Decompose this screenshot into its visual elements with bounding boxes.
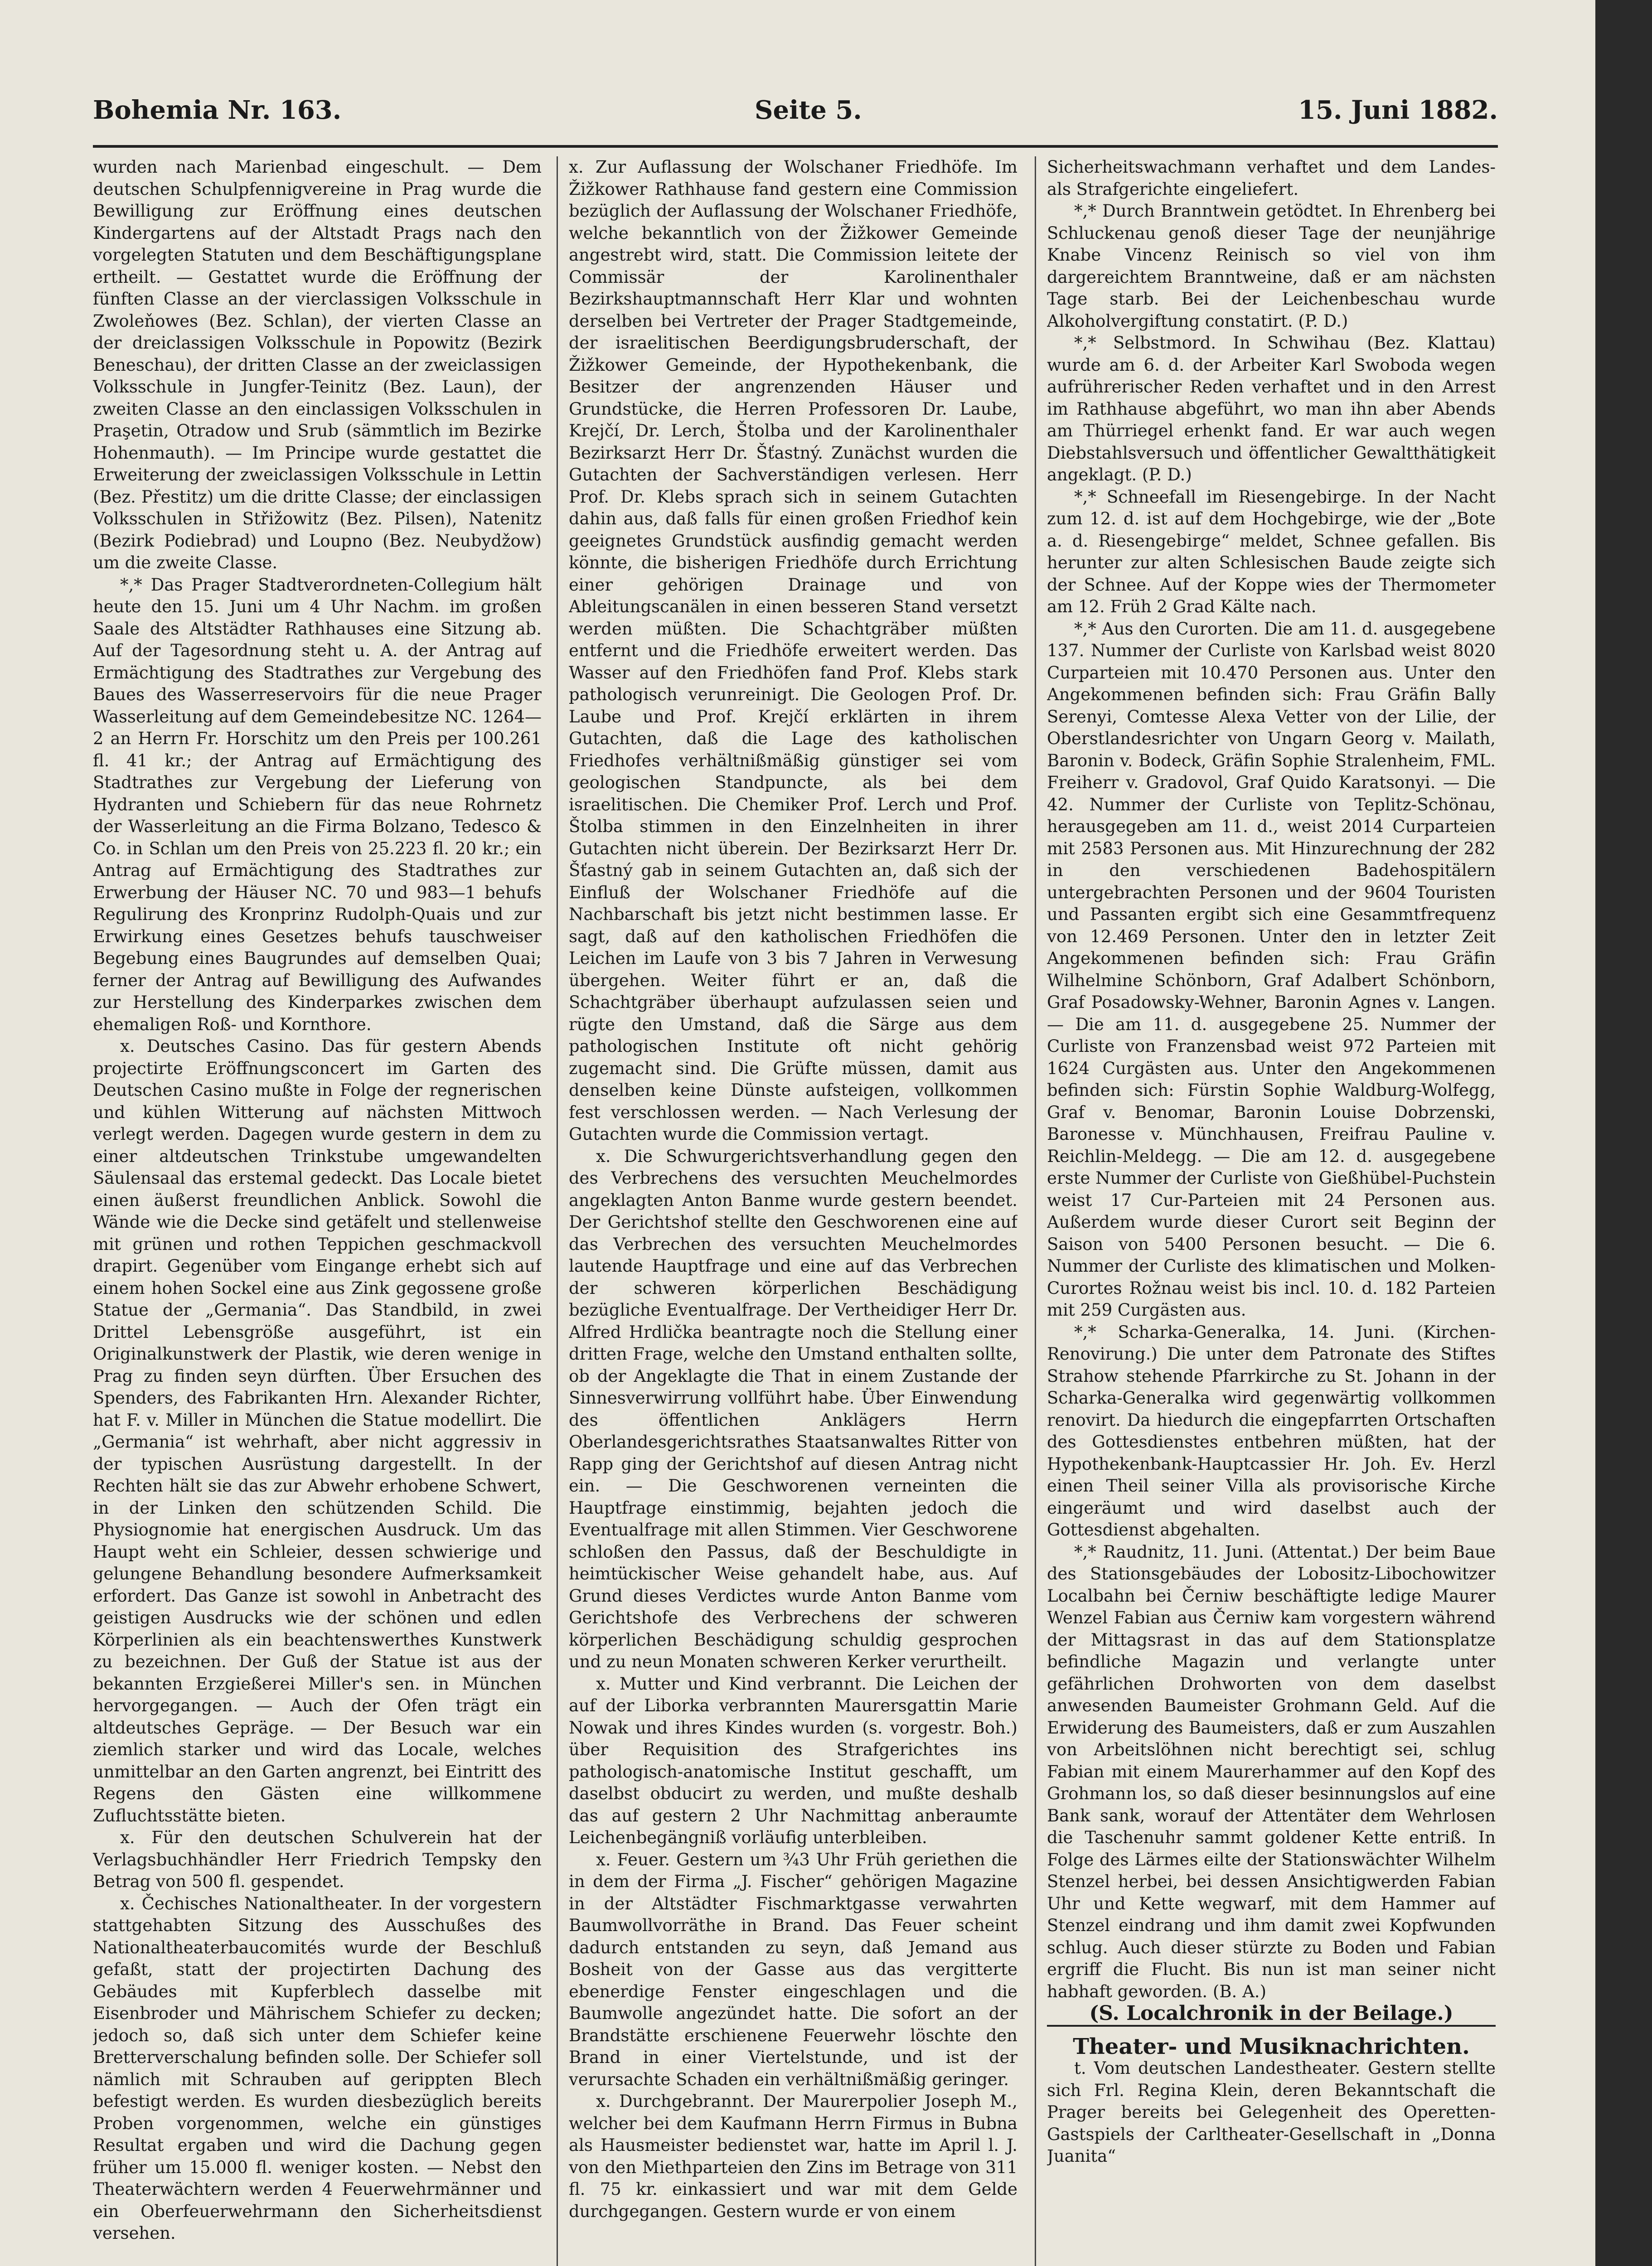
local-chronicle-reference: (S. Localchronik in der Beilage.) — [1089, 2002, 1453, 2025]
header-date: 15. Juni 1882. — [1298, 95, 1498, 125]
column-3 — [1047, 156, 1496, 2266]
section-title: Theater- und Musiknachrichten. — [1047, 2025, 1496, 2058]
article-paragraph: *,* Durch Branntwein getödtet. In Ehrenberg bei Schluckenau genoß dieser Tage der neunjährige Knabe Vincenz Reinisch so viel von ihm dargereichtem Branntweine, daß er am nächsten Tage starb. Bei der Leichenbeschau wurde Alkoholvergiftung constatirt. (P. D.) — [1047, 201, 1496, 331]
article-paragraph: *,* Raudnitz, 11. Juni. (Attentat.) Der beim Baue des Stationsgebäudes der Lobositz-Libochowitzer Localbahn bei Černiw beschäftigte ledige Maurer Wenzel Fabian aus Černiw kam vorgestern während der Mittagsrast in das auf dem Stationsplatze befindliche Magazin und verlangte unter gefährlichen Drohworten von dem daselbst anwesenden Baumeister Grohmann Geld. Auf die Erwiderung des Baumeisters, daß er zum Auszahlen von Arbeitslöhnen nicht berechtigt sei, schlug Fabian mit einem Maurerhammer auf den Kopf des Grohmann los, so daß dieser besinnungslos auf eine Bank sank, worauf der Attentäter dem Wehrlosen die Taschenuhr sammt goldener Kette entriß. In Folge des Lärmes eilte der Stationswächter Wilhelm Stenzel herbei, bei dessen Ansichtigwerden Fabian Uhr und Kette wegwarf, mit dem Hammer auf Stenzel eindrang und ihm damit zwei Kopfwunden schlug. Auch dieser stürzte zu Boden und Fabian ergriff die Flucht. Bis nun ist man seiner nicht habhaft geworden. (B. A.) — [1047, 1542, 1496, 2001]
header-rule — [93, 145, 1498, 148]
column-1 — [93, 156, 542, 2266]
page-header — [93, 95, 1498, 136]
scan-edge — [1595, 0, 1652, 2266]
header-issue: Bohemia Nr. 163. — [93, 95, 342, 125]
column-divider — [1035, 156, 1036, 2266]
article-paragraph: t. Vom deutschen Landestheater. Gestern stellte sich Frl. Regina Klein, deren Bekanntschaft die Prager bereits bei Gelegenheit des Operetten-Gastspiels der Carltheater-Gesellschaft in „Donna Juanita“ — [1047, 2058, 1496, 2166]
article-paragraph: *,* Aus den Curorten. Die am 11. d. ausgegebene 137. Nummer der Curliste von Karlsbad weist 8020 Curparteien mit 10.470 Personen aus. Unter den Angekommenen befinden sich: Frau Gräfin Bally Serenyi, Comtesse Alexa Vetter von der Lilie, der Oberstlandesrichter von Ungarn Georg v. Mailath, Baronin v. Bodeck, Gräfin Sophie Stralenheim, FML. Freiherr v. Gradovol, Graf Quido Karatsonyi. — Die 42. Nummer der Curliste von Teplitz-Schönau, herausgegeben am 11. d., weist 2014 Curparteien mit 2583 Personen aus. Mit Hinzurechnung der 282 in den verschiedenen Badehospitälern untergebrachten Personen und der 9604 Touristen und Passanten ergibt sich eine Gesammtfrequenz von 12.469 Personen. Unter den in letzter Zeit Angekommenen befinden sich: Frau Gräfin Wilhelmine Schönborn, Graf Adalbert Schönborn, Graf Posadowsky-Wehner, Baronin Agnes v. Langen. — Die am 11. d. ausgegebene 25. Nummer der Curliste von Franzensbad weist 972 Parteien mit 1624 Curgästen aus. Unter den Angekommenen befinden sich: Fürstin Sophie Waldburg-Wolfegg, Graf v. Benomar, Baronin Louise Dobrzenski, Baronesse v. Münchhausen, Freifrau Pauline v. Reichlin-Meldegg. — Die am 12. d. ausgegebene erste Nummer der Curliste von Gießhübel-Puchstein weist 17 Cur-Parteien mit 24 Personen aus. Außerdem wurde dieser Curort seit Beginn der Saison von 5400 Personen besucht. — Die 6. Nummer der Curliste des klimatischen und Molken-Curortes Rožnau weist bis incl. 10. d. 182 Parteien mit 259 Curgästen aus. — [1047, 619, 1496, 1320]
article-paragraph: wurden nach Marienbad eingeschult. — Dem deutschen Schulpfennigvereine in Prag wurde die Bewilligung zur Eröffnung eines deutschen Kindergartens auf der Altstadt Prags nach den vorgelegten Statuten und dem Beschäftigungsplane ertheilt. — Gestattet wurde die Eröffnung der fünften Classe an der vierclassigen Volksschule in Zwoleňowes (Bez. Schlan), der vierten Classe an der dreiclassigen Volksschule in Popowitz (Bezirk Beneschau), der dritten Classe an der zweiclassigen Volksschule in Jungfer-Teinitz (Bez. Laun), der zweiten Classe an den einclassigen Volksschulen in Praşetin, Otradow und Srub (sämmtlich im Bezirke Hohenmauth). — Im Principe wurde gestattet die Erweiterung der zweiclassigen Volksschule in Lettin (Bez. Přestitz) um die dritte Classe; der einclassigen Volksschulen in Střižowitz (Bez. Pilsen), Natenitz (Bezirk Podiebrad) und Loupno (Bez. Neubydžow) um die zweite Classe. — [93, 157, 542, 572]
article-paragraph: *,* Scharka-Generalka, 14. Juni. (Kirchen-Renovirung.) Die unter dem Patronate des Stiftes Strahow stehende Pfarrkirche zu St. Johann in der Scharka-Generalka wird gegenwärtig vollkommen renovirt. Da hiedurch die eingepfarrten Ortschaften des Gottesdienstes entbehren müßten, hat der Hypothekenbank-Hauptcassier Hr. Joh. Ev. Herzl einen Theil seiner Villa als provisorische Kirche eingeräumt und wird daselbst auch der Gottesdienst abgehalten. — [1047, 1322, 1496, 1540]
column-divider — [557, 156, 558, 2266]
article-paragraph: x. Čechisches Nationaltheater. In der vorgestern stattgehabten Sitzung des Ausschußes des Nationaltheaterbaucomités wurde der Beschluß gefaßt, statt der projectirten Dachung des Gebäudes mit Kupferblech dasselbe mit Eisenbroder und Mährischem Schiefer zu decken; jedoch so, daß sich unter dem Schiefer keine Bretterverschalung befinden solle. Der Schiefer soll nämlich mit Schrauben auf gerippten Blech befestigt werden. Es wurden diesbezüglich bereits Proben vorgenommen, welche ein günstiges Resultat ergaben und wird die Dachung gegen früher um 15.000 fl. weniger kosten. — Nebst den Theaterwächtern werden 4 Feuerwehrmänner und ein Oberfeuerwehrmann den Sicherheitsdienst versehen. — [93, 1893, 542, 2243]
article-paragraph: x. Deutsches Casino. Das für gestern Abends projectirte Eröffnungsconcert im Garten des Deutschen Casino mußte in Folge der regnerischen und kühlen Witterung auf nächsten Mittwoch verlegt werden. Dagegen wurde gestern in dem zu einer altdeutschen Trinkstube umgewandelten Säulensaal das erstemal gedeckt. Das Locale bietet einen äußerst freundlichen Anblick. Sowohl die Wände wie die Decke sind getäfelt und stellenweise mit grünen und rothen Teppichen geschmackvoll drapirt. Gegenüber vom Eingange erhebt sich auf einem hohen Sockel eine aus Zink gegossene große Statue der „Germania“. Das Standbild, in zwei Drittel Lebensgröße ausgeführt, ist ein Originalkunstwerk der Plastik, wie deren wenige in Prag zu finden seyn dürften. Über Ersuchen des Spenders, des Fabrikanten Hrn. Alexander Richter, hat F. v. Miller in München die Statue modellirt. Die „Germania“ ist wehrhaft, aber nicht aggressiv in der typischen Ausrüstung dargestellt. In der Rechten hält sie das zur Abwehr erhobene Schwert, in der Linken den schützenden Schild. Die Physiognomie hat energischen Ausdruck. Um das Haupt weht ein Schleier, dessen schwierige und gelungene Behandlung besondere Aufmerksamkeit erfordert. Das Ganze ist sowohl in Anbetracht des geistigen Ausdrucks wie der schönen und edlen Körperlinien als ein beachtenswerthes Kunstwerk zu bezeichnen. Der Guß der Statue ist aus der bekannten Erzgießerei Miller's sen. in München hervorgegangen. — Auch der Ofen trägt ein altdeutsches Gepräge. — Der Besuch war ein ziemlich starker und wird das Locale, welches unmittelbar an den Garten angrenzt, bei Eintritt des Regens den Gästen eine willkommene Zufluchtsstätte bieten. — [93, 1036, 542, 1825]
article-paragraph: x. Für den deutschen Schulverein hat der Verlagsbuchhändler Herr Friedrich Tempsky den Betrag von 500 fl. gespendet. — [93, 1828, 542, 1891]
article-paragraph: Sicherheitswachmann verhaftet und dem Landes- als Strafgerichte eingeliefert. — [1047, 157, 1496, 199]
article-paragraph: x. Mutter und Kind verbrannt. Die Leichen der auf der Liborka verbrannten Maurersgattin Marie Nowak und ihres Kindes wurden (s. vorgestr. Boh.) über Requisition des Strafgerichtes ins pathologisch-anatomische Institut geschafft, um daselbst obducirt zu werden, und mußte deshalb das auf gestern 2 Uhr Nachmittag anberaumte Leichenbegängniß vorläufig unterbleiben. — [569, 1674, 1017, 1847]
article-paragraph: *,* Selbstmord. In Schwihau (Bez. Klattau) wurde am 6. d. der Arbeiter Karl Swoboda wegen aufrührerischer Reden verhaftet und in den Arrest im Rathhause abgeführt, wo man ihn aber Abends am Thürriegel erhenkt fand. Er war auch wegen Diebstahlsversuch und öffentlicher Gewaltthätigkeit angeklagt. (P. D.) — [1047, 333, 1496, 484]
article-paragraph: *,* Das Prager Stadtverordneten-Collegium hält heute den 15. Juni um 4 Uhr Nachm. im großen Saale des Altstädter Rathhauses eine Sitzung ab. Auf der Tagesordnung steht u. A. der Antrag auf Ermächtigung des Stadtrathes zur Vergebung des Baues des Wasserreservoirs für die neue Prager Wasserleitung auf dem Gemeindebesitze NC. 1264—2 an Herrn Fr. Horschitz um den Preis per 100.261 fl. 41 kr.; der Antrag auf Ermächtigung des Stadtrathes zur Vergebung der Lieferung von Hydranten und Schiebern für das neue Rohrnetz der Wasserleitung an die Firma Bolzano, Tedesco & Co. in Schlan um den Preis von 25.223 fl. 20 kr.; ein Antrag auf Ermächtigung des Stadtrathes zur Erwerbung der Häuser NC. 70 und 983—1 behufs Regulirung des Kronprinz Rudolph-Quais und zur Erwirkung eines Gesetzes behufs tauschweiser Begebung eines Baugrundes auf demselben Quai; ferner der Antrag auf Bewilligung des Aufwandes zur Herstellung des Kinderparkes zwischen dem ehemaligen Roß- und Kornthore. — [93, 575, 542, 1034]
article-paragraph: x. Feuer. Gestern um ¾3 Uhr Früh geriethen die in dem der Firma „J. Fischer“ gehörigen Magazine in der Altstädter Fischmarktgasse verwahrten Baumwollvorräthe in Brand. Das Feuer scheint dadurch entstanden zu seyn, daß Jemand aus Bosheit von der Gasse aus das vergitterte ebenerdige Fenster eingeschlagen und die Baumwolle angezündet hatte. Die sofort an der Brandstätte erschienene Feuerwehr löschte den Brand in einer Viertelstunde, und ist der verursachte Schaden ein verhältnißmäßig geringer. — [569, 1850, 1017, 2089]
article-paragraph: x. Die Schwurgerichtsverhandlung gegen den des Verbrechens des versuchten Meuchelmordes angeklagten Anton Banme wurde gestern beendet. Der Gerichtshof stellte den Geschworenen eine auf das Verbrechen des versuchten Meuchelmordes lautende Hauptfrage und eine auf das Verbrechen der schweren körperlichen Beschädigung bezügliche Eventualfrage. Der Vertheidiger Herr Dr. Alfred Hrdlička beantragte noch die Stellung einer dritten Frage, welche den Umstand enthalten sollte, ob der Angeklagte die That in einem Zustande der Sinnesverwirrung vollführt habe. Über Einwendung des öffentlichen Anklägers Herrn Oberlandesgerichtsrathes Staatsanwaltes Ritter von Rapp ging der Gerichtshof auf diesen Antrag nicht ein. — Die Geschworenen verneinten die Hauptfrage einstimmig, bejahten jedoch die Eventualfrage mit allen Stimmen. Vier Geschworene schloßen den Passus, daß der Beschuldigte in heimtückischer Weise gehandelt habe, aus. Auf Grund dieses Verdictes wurde Anton Banme vom Gerichtshofe des Verbrechens der schweren körperlichen Beschädigung schuldig gesprochen und zu neun Monaten schweren Kerker verurtheilt. — [569, 1146, 1017, 1671]
article-paragraph: x. Durchgebrannt. Der Maurerpolier Joseph M., welcher bei dem Kaufmann Herrn Firmus in Bubna als Hausmeister bedienstet war, hatte im April l. J. von den Miethparteien den Zins im Betrage von 311 fl. 75 kr. einkassiert und war mit dem Gelde durchgegangen. Gestern wurde er von einem — [569, 2092, 1017, 2221]
header-page-number: Seite 5. — [755, 95, 862, 125]
article-paragraph: *,* Schneefall im Riesengebirge. In der Nacht zum 12. d. ist auf dem Hochgebirge, wie der „Bote a. d. Riesengebirge“ meldet, Schnee gefallen. Bis herunter zur alten Schlesischen Baude zeigte sich der Schnee. Auf der Koppe wies der Thermometer am 12. Früh 2 Grad Kälte nach. — [1047, 487, 1496, 616]
column-2 — [569, 156, 1017, 2266]
article-paragraph: x. Zur Auflassung der Wolschaner Friedhöfe. Im Žižkower Rathhause fand gestern eine Commission bezüglich der Auflassung der Wolschaner Friedhöfe, welche bekanntlich von der Žižkower Gemeinde angestrebt wird, statt. Die Commission leitete der Commissär der Karolinenthaler Bezirkshauptmannschaft Herr Klar und wohnten derselben bei Vertreter der Prager Stadtgemeinde, der israelitischen Beerdigungsbruderschaft, der Žižkower Gemeinde, der Hypothekenbank, die Besitzer der angrenzenden Häuser und Grundstücke, die Herren Professoren Dr. Laube, Krejčí, Dr. Lerch, Štolba und der Karolinenthaler Bezirksarzt Herr Dr. Šťastný. Zunächst wurden die Gutachten der Sachverständigen verlesen. Herr Prof. Dr. Klebs sprach sich in seinem Gutachten dahin aus, daß falls für einen großen Friedhof kein geeignetes Grundstück ausfindig gemacht werden könnte, die bisherigen Friedhöfe durch Errichtung einer gehörigen Drainage und von Ableitungscanälen in einen besseren Stand versetzt werden müßten. Die Schachtgräber müßten entfernt und die Friedhöfe erweitert werden. Das Wasser auf den Friedhöfen fand Prof. Klebs stark pathologisch verunreinigt. Die Geologen Prof. Dr. Laube und Prof. Krejčí erklärten in ihrem Gutachten, daß die Lage des katholischen Friedhofes verhältnißmäßig günstiger sei vom geologischen Standpuncte, als bei dem israelitischen. Die Chemiker Prof. Lerch und Prof. Štolba stimmen in den Einzelnheiten in ihrer Gutachten nicht überein. Der Bezirksarzt Herr Dr. Šťastný gab in seinem Gutachten an, daß sich der Einfluß der Wolschaner Friedhöfe auf die Nachbarschaft bis jetzt nicht bestimmen lasse. Er sagt, daß auf den katholischen Friedhöfen die Leichen im Laufe von 3 bis 7 Jahren in Verwesung übergehen. Weiter führt er an, daß die Schachtgräber überhaupt aufzulassen seien und rügte den Umstand, daß die Särge aus dem pathologischen Institute oft nicht gehörig zugemacht sind. Die Grüfte müssen, damit aus denselben keine Dünste aufsteigen, vollkommen fest verschlossen werden. — Nach Verlesung der Gutachten wurde die Commission vertagt. — [569, 157, 1017, 1144]
